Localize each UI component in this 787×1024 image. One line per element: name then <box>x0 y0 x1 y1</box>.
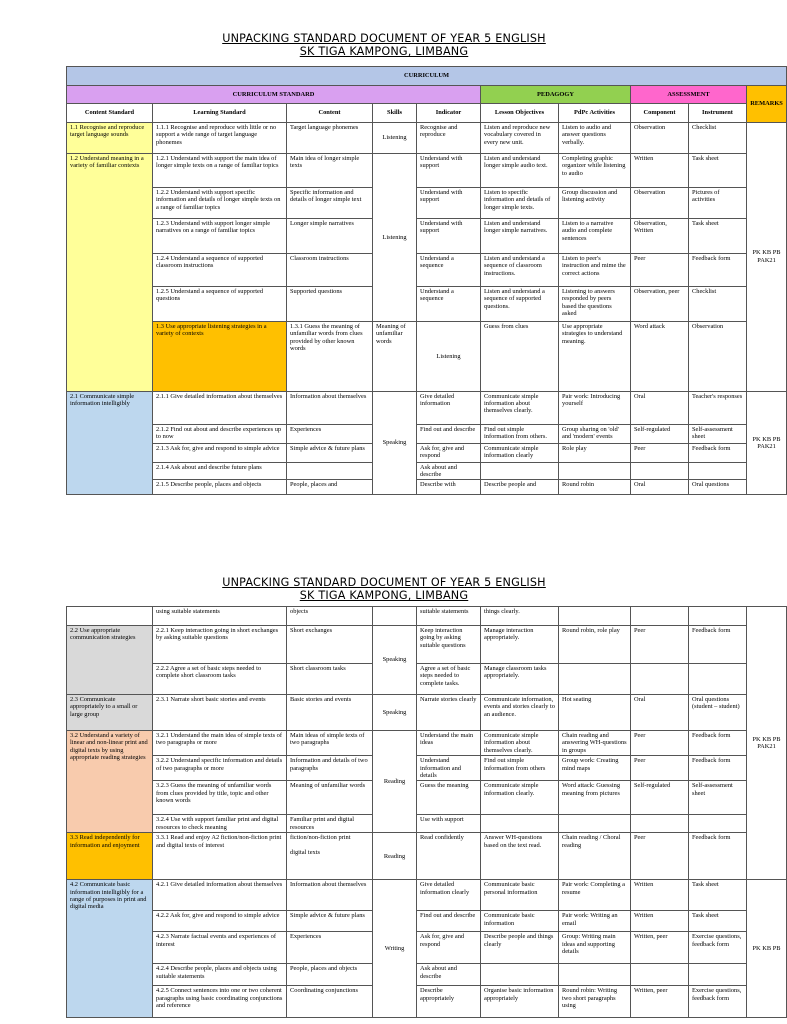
lesson-objective-cell: Describe people and <box>481 480 559 495</box>
component-cell: Peer <box>631 254 689 287</box>
pdpc-activity-cell: Group discussion and listening activity <box>559 188 631 219</box>
content-standard-cell: 1.3 Use appropriate listening strategies in a variety of contexts <box>153 322 287 392</box>
indicator-cell: Describe with <box>417 480 481 495</box>
content-cell: fiction/non-fiction print digital texts <box>287 833 373 880</box>
table-row <box>67 462 787 480</box>
content-cell: Simple advice & future plans <box>287 443 373 462</box>
content-cell: Main idea of longer simple texts <box>287 154 373 188</box>
pdpc-activity-cell: Group sharing on 'old' and 'modern' events <box>559 424 631 443</box>
component-cell: Peer <box>631 626 689 664</box>
indicator-cell: Guess the meaning <box>417 781 481 815</box>
table-row <box>67 607 787 626</box>
table-row <box>67 932 787 964</box>
lesson-objective-cell: Communicate information, events and stories clearly to an audience. <box>481 695 559 731</box>
component-cell: Peer <box>631 833 689 880</box>
indicator-cell: Ask about and describe <box>417 964 481 986</box>
content-standard-cell: 2.1 Communicate simple information intelligibly <box>67 391 153 495</box>
table-row <box>67 731 787 756</box>
learning-standard-cell: 1.1.1 Recognise and reproduce with little or no support a wide range of target language phonemes <box>153 123 287 154</box>
learning-standard-cell: 1.2.4 Understand a sequence of supported classroom instructions <box>153 254 287 287</box>
table-row <box>67 219 787 254</box>
instrument-cell <box>689 607 747 626</box>
lesson-objective-cell <box>481 964 559 986</box>
pdpc-activity-cell: Listen to audio and answer questions verbally. <box>559 123 631 154</box>
component-cell: Observation <box>689 322 747 392</box>
instrument-cell: Oral questions <box>689 480 747 495</box>
table-row <box>67 756 787 781</box>
learning-standard-cell: 1.2.2 Understand with support specific information and details of longer simple texts on a range of familiar topics <box>153 188 287 219</box>
component-cell <box>631 964 689 986</box>
component-cell: Self-regulated <box>631 781 689 815</box>
assessment-header: ASSESSMENT <box>631 86 747 104</box>
lesson-objective-cell: Answer WH-questions based on the text read. <box>481 833 559 880</box>
skills-cell: Listening <box>417 322 481 392</box>
indicator-cell: Find out and describe <box>417 424 481 443</box>
content-cell: Supported questions <box>287 287 373 322</box>
learning-standard-cell: 3.2.4 Use with support familiar print and digital resources to check meaning <box>153 815 287 833</box>
learning-standard-cell: 2.1.2 Find out about and describe experiences up to now <box>153 424 287 443</box>
table-row <box>67 695 787 731</box>
lesson-objective-cell: Use appropriate strategies to understand meaning. <box>559 322 631 392</box>
content-standard-cell: 2.2 Use appropriate communication strategies <box>67 626 153 695</box>
instrument-cell: Task sheet <box>689 154 747 188</box>
lesson-objective-cell: Organise basic information appropriately <box>481 986 559 1018</box>
component-cell: Oral <box>631 695 689 731</box>
pdpc-activity-cell: Chain reading / Choral reading <box>559 833 631 880</box>
pdpc-activity-cell: Group: Writing main ideas and supporting details <box>559 932 631 964</box>
table-row <box>67 626 787 664</box>
component-cell: Written, peer <box>631 932 689 964</box>
indicator-cell: Ask for, give and respond <box>417 443 481 462</box>
pdpc-activity-cell: Round robin <box>559 480 631 495</box>
content-cell <box>287 462 373 480</box>
instrument-cell <box>689 664 747 695</box>
content-cell: Information about themselves <box>287 391 373 424</box>
content-cell: objects <box>287 607 373 626</box>
indicator-cell: Understand information and details <box>417 756 481 781</box>
component-cell <box>631 815 689 833</box>
skills-cell: Listening <box>373 123 417 154</box>
col-lesson-objectives: Lesson Objectives <box>481 104 559 123</box>
component-cell: Written <box>631 880 689 911</box>
pdpc-activity-cell: Hot seating <box>559 695 631 731</box>
content-standard-cell: 1.1 Recognise and reproduce target language sounds <box>67 123 153 154</box>
skills-cell: Listening <box>373 154 417 322</box>
content-standard-cell <box>67 607 153 626</box>
content-cell: Specific information and details of longer simple text <box>287 188 373 219</box>
learning-standard-cell: 1.2.5 Understand a sequence of supported questions <box>153 287 287 322</box>
title-line-2: SK TIGA KAMPONG, LIMBANG <box>299 589 469 602</box>
content-cell: Meaning of unfamiliar words <box>287 781 373 815</box>
lesson-objective-cell: Communicate simple information clearly. <box>481 781 559 815</box>
remarks-cell: PK KB PB <box>747 880 787 1018</box>
skills-cell: Reading <box>373 731 417 833</box>
table-row <box>67 188 787 219</box>
indicator-cell: Agree a set of basic steps needed to complete tasks. <box>417 664 481 695</box>
learning-standard-cell: 3.2.2 Understand specific information and details of two paragraphs or more <box>153 756 287 781</box>
remarks-cell: PK KB PB PAK21 <box>747 607 787 880</box>
content-cell: Main ideas of simple texts of two paragraphs <box>287 731 373 756</box>
curriculum-header: CURRICULUM <box>67 67 787 86</box>
lesson-objective-cell <box>481 815 559 833</box>
instrument-cell: Task sheet <box>689 219 747 254</box>
table-row <box>67 154 787 188</box>
component-cell: Written <box>631 154 689 188</box>
instrument-cell: Feedback form <box>689 731 747 756</box>
lesson-objective-cell: Manage classroom tasks appropriately. <box>481 664 559 695</box>
col-indicator: Indicator <box>417 104 481 123</box>
pdpc-activity-cell: Round robin, role play <box>559 626 631 664</box>
learning-standard-cell: 1.2.3 Understand with support longer simple narratives on a range of familiar topics <box>153 219 287 254</box>
lesson-objective-cell: Listen and reproduce new vocabulary covered in every new unit. <box>481 123 559 154</box>
indicator-cell: Read confidently <box>417 833 481 880</box>
lesson-objective-cell: Find out simple information from others <box>481 756 559 781</box>
table-row <box>67 424 787 443</box>
table-row <box>67 880 787 911</box>
content-cell: Short classroom tasks <box>287 664 373 695</box>
content-cell: People, places and objects <box>287 964 373 986</box>
pdpc-activity-cell <box>559 462 631 480</box>
content-standard-cell: 2.3 Communicate appropriately to a small or large group <box>67 695 153 731</box>
lesson-objective-cell: Communicate basic information <box>481 911 559 932</box>
skills-cell: Speaking <box>373 626 417 695</box>
content-cell: Meaning of unfamiliar words <box>373 322 417 392</box>
component-cell <box>631 462 689 480</box>
learning-standard-cell: 2.3.1 Narrate short basic stories and events <box>153 695 287 731</box>
learning-standard-cell: 2.1.5 Describe people, places and objects <box>153 480 287 495</box>
title-line-1: UNPACKING STANDARD DOCUMENT OF YEAR 5 ENGLISH <box>222 32 546 45</box>
content-cell: Target language phonemes <box>287 123 373 154</box>
indicator-cell: suitable statements <box>417 607 481 626</box>
component-cell: Peer <box>631 443 689 462</box>
indicator-cell: Guess from clues <box>481 322 559 392</box>
learning-standard-cell: 2.1.3 Ask for, give and respond to simple advice <box>153 443 287 462</box>
content-cell: Longer simple narratives <box>287 219 373 254</box>
table-row <box>67 287 787 322</box>
component-cell: Oral <box>631 391 689 424</box>
component-cell: Observation <box>631 123 689 154</box>
page1-title <box>0 32 768 58</box>
skills-cell: Reading <box>373 833 417 880</box>
lesson-objective-cell: Communicate simple information clearly <box>481 443 559 462</box>
indicator-cell: Understand with support <box>417 219 481 254</box>
col-skills: Skills <box>373 104 417 123</box>
instrument-cell: Self-assessment sheet <box>689 424 747 443</box>
lesson-objective-cell: Communicate basic personal information <box>481 880 559 911</box>
indicator-cell: Narrate stories clearly <box>417 695 481 731</box>
unpacking-table-page2 <box>66 606 787 1018</box>
table-row <box>67 911 787 932</box>
content-cell: Experiences <box>287 932 373 964</box>
lesson-objective-cell: Listen to specific information and details of longer simple texts. <box>481 188 559 219</box>
lesson-objective-cell: Find out simple information from others. <box>481 424 559 443</box>
remarks-cell: PK KB PB PAK21 <box>747 391 787 495</box>
table-row <box>67 833 787 880</box>
col-pdpc-activities: PdPc Activities <box>559 104 631 123</box>
learning-standard-cell: 2.1.1 Give detailed information about themselves <box>153 391 287 424</box>
lesson-objective-cell: Listen and understand a sequence of supported questions. <box>481 287 559 322</box>
content-cell: Familiar print and digital resources <box>287 815 373 833</box>
col-content: Content <box>287 104 373 123</box>
indicator-cell: Understand with support <box>417 154 481 188</box>
skills-cell <box>373 607 417 626</box>
instrument-cell: Feedback form <box>689 626 747 664</box>
table-row <box>67 664 787 695</box>
instrument-cell <box>689 462 747 480</box>
indicator-cell: Understand with support <box>417 188 481 219</box>
pdpc-activity-cell: Listen to a narrative audio and complete sentences <box>559 219 631 254</box>
content-cell: Short exchanges <box>287 626 373 664</box>
remarks-cell: PK KB PB PAK21 <box>747 123 787 392</box>
instrument-cell: Feedback form <box>689 756 747 781</box>
component-cell <box>631 607 689 626</box>
pdpc-activity-cell: Listening to answers responded by peers based the questions asked <box>559 287 631 322</box>
lesson-objective-cell: Listen and understand longer simple narratives. <box>481 219 559 254</box>
instrument-cell: Feedback form <box>689 443 747 462</box>
learning-standard-cell: 1.3.1 Guess the meaning of unfamiliar words from clues provided by other known words <box>287 322 373 392</box>
table-row <box>67 254 787 287</box>
learning-standard-cell: 2.2.1 Keep interaction going in short exchanges by asking suitable questions <box>153 626 287 664</box>
page2-title <box>0 576 768 602</box>
component-cell: Written <box>631 911 689 932</box>
pdpc-activity-cell <box>559 607 631 626</box>
learning-standard-cell: 4.2.4 Describe people, places and objects using suitable statements <box>153 964 287 986</box>
content-cell: Basic stories and events <box>287 695 373 731</box>
content-standard-cell: 4.2 Communicate basic information intelligibly for a range of purposes in print and digital media <box>67 880 153 1018</box>
table-row <box>67 322 787 392</box>
component-cell: Peer <box>631 731 689 756</box>
curriculum-standard-header: CURRICULUM STANDARD <box>67 86 481 104</box>
instrument-cell: Exercise questions, feedback form <box>689 932 747 964</box>
learning-standard-cell: 4.2.2 Ask for, give and respond to simple advice <box>153 911 287 932</box>
pdpc-activity-cell: Role play <box>559 443 631 462</box>
component-cell: Observation, Written <box>631 219 689 254</box>
instrument-cell: Feedback form <box>689 254 747 287</box>
content-standard-cell: 1.2 Understand meaning in a variety of familiar contexts <box>67 154 153 392</box>
learning-standard-cell: 4.2.5 Connect sentences into one or two coherent paragraphs using basic coordinating conjunctions and reference <box>153 986 287 1018</box>
component-cell: Peer <box>631 756 689 781</box>
learning-standard-cell: 3.2.3 Guess the meaning of unfamiliar words from clues provided by title, topic and other known words <box>153 781 287 815</box>
page-gap <box>0 502 768 570</box>
instrument-cell: Teacher's responses <box>689 391 747 424</box>
instrument-cell: Task sheet <box>689 911 747 932</box>
pdpc-activity-cell: Group work: Creating mind maps <box>559 756 631 781</box>
lesson-objective-cell: things clearly. <box>481 607 559 626</box>
pdpc-activity-cell: Listen to peer's instruction and mime the correct actions <box>559 254 631 287</box>
indicator-cell: Keep interaction going by asking suitable questions <box>417 626 481 664</box>
learning-standard-cell: using suitable statements <box>153 607 287 626</box>
learning-standard-cell: 4.2.1 Give detailed information about themselves <box>153 880 287 911</box>
pdpc-activity-cell: Round robin: Writing two short paragraphs using <box>559 986 631 1018</box>
pdpc-activity-cell: Pair work: Completing a resume <box>559 880 631 911</box>
instrument-cell <box>689 964 747 986</box>
lesson-objective-cell: Describe people and things clearly <box>481 932 559 964</box>
table-row <box>67 391 787 424</box>
table-row <box>67 781 787 815</box>
learning-standard-cell: 2.1.4 Ask about and describe future plans <box>153 462 287 480</box>
component-cell: Observation, peer <box>631 287 689 322</box>
component-cell: Written, peer <box>631 986 689 1018</box>
indicator-cell: Understand a sequence <box>417 287 481 322</box>
lesson-objective-cell: Manage interaction appropriately. <box>481 626 559 664</box>
pdpc-activity-cell: Pair work: Introducing yourself <box>559 391 631 424</box>
pdpc-activity-cell <box>559 964 631 986</box>
lesson-objective-cell <box>481 462 559 480</box>
table-row <box>67 443 787 462</box>
content-cell: Information about themselves <box>287 880 373 911</box>
learning-standard-cell: 1.2.1 Understand with support the main idea of longer simple texts on a range of familiar topics <box>153 154 287 188</box>
table-row <box>67 964 787 986</box>
lesson-objective-cell: Communicate simple information about themselves clearly. <box>481 731 559 756</box>
content-cell: Simple advice & future plans <box>287 911 373 932</box>
indicator-cell: Ask about and describe <box>417 462 481 480</box>
skills-cell: Speaking <box>373 695 417 731</box>
content-standard-cell: 3.3 Read independently for information and enjoyment <box>67 833 153 880</box>
component-cell: Self-regulated <box>631 424 689 443</box>
instrument-cell: Checklist <box>689 287 747 322</box>
title-line-1: UNPACKING STANDARD DOCUMENT OF YEAR 5 ENGLISH <box>222 576 546 589</box>
remarks-header: REMARKS <box>747 86 787 123</box>
instrument-cell: Pictures of activities <box>689 188 747 219</box>
instrument-cell: Checklist <box>689 123 747 154</box>
skills-cell: Writing <box>373 880 417 1018</box>
table-row <box>67 986 787 1018</box>
indicator-cell: Ask for, give and respond <box>417 932 481 964</box>
col-instrument: Instrument <box>689 104 747 123</box>
lesson-objective-cell: Communicate simple information about themselves clearly. <box>481 391 559 424</box>
lesson-objective-cell: Listen and understand longer simple audio text. <box>481 154 559 188</box>
instrument-cell <box>689 815 747 833</box>
learning-standard-cell: 3.2.1 Understand the main idea of simple texts of two paragraphs or more <box>153 731 287 756</box>
pdpc-activity-cell <box>559 815 631 833</box>
instrument-cell: Oral questions (student – student) <box>689 695 747 731</box>
content-standard-cell: 3.2 Understand a variety of linear and non-linear print and digital texts by using appropriate reading strategies <box>67 731 153 833</box>
learning-standard-cell: 3.3.1 Read and enjoy A2 fiction/non-fiction print and digital texts of interest <box>153 833 287 880</box>
content-cell: Experiences <box>287 424 373 443</box>
instrument-cell: Self-assessment sheet <box>689 781 747 815</box>
content-cell: People, places and <box>287 480 373 495</box>
indicator-cell: Find out and describe <box>417 911 481 932</box>
learning-standard-cell: 2.2.2 Agree a set of basic steps needed to complete short classroom tasks <box>153 664 287 695</box>
pdpc-activity-cell: Word attack <box>631 322 689 392</box>
instrument-cell: Exercise questions, feedback form <box>689 986 747 1018</box>
learning-standard-cell: 4.2.3 Narrate factual events and experiences of interest <box>153 932 287 964</box>
content-cell: Coordinating conjunctions <box>287 986 373 1018</box>
content-cell: Information and details of two paragraphs <box>287 756 373 781</box>
col-learning-standard: Learning Standard <box>153 104 287 123</box>
instrument-cell: Task sheet <box>689 880 747 911</box>
indicator-cell: Recognise and reproduce <box>417 123 481 154</box>
indicator-cell: Understand the main ideas <box>417 731 481 756</box>
component-cell: Oral <box>631 480 689 495</box>
col-component: Component <box>631 104 689 123</box>
component-cell: Observation <box>631 188 689 219</box>
pedagogy-header: PEDAGOGY <box>481 86 631 104</box>
component-cell <box>631 664 689 695</box>
indicator-cell: Understand a sequence <box>417 254 481 287</box>
unpacking-table-page1 <box>66 66 787 495</box>
table-row <box>67 815 787 833</box>
title-line-2: SK TIGA KAMPONG, LIMBANG <box>299 45 469 58</box>
lesson-objective-cell: Listen and understand a sequence of classroom instructions. <box>481 254 559 287</box>
table-row <box>67 480 787 495</box>
pdpc-activity-cell: Chain reading and answering WH-questions in groups <box>559 731 631 756</box>
pdpc-activity-cell: Completing graphic organizer while listening to audio <box>559 154 631 188</box>
content-cell: Classroom instructions <box>287 254 373 287</box>
skills-cell: Speaking <box>373 391 417 495</box>
indicator-cell: Use with support <box>417 815 481 833</box>
pdpc-activity-cell <box>559 664 631 695</box>
pdpc-activity-cell: Word attack: Guessing meaning from pictures <box>559 781 631 815</box>
col-content-standard: Content Standard <box>67 104 153 123</box>
instrument-cell: Feedback form <box>689 833 747 880</box>
indicator-cell: Describe appropriately <box>417 986 481 1018</box>
indicator-cell: Give detailed information <box>417 391 481 424</box>
table-row <box>67 123 787 154</box>
indicator-cell: Give detailed information clearly <box>417 880 481 911</box>
pdpc-activity-cell: Pair work: Writing an email <box>559 911 631 932</box>
